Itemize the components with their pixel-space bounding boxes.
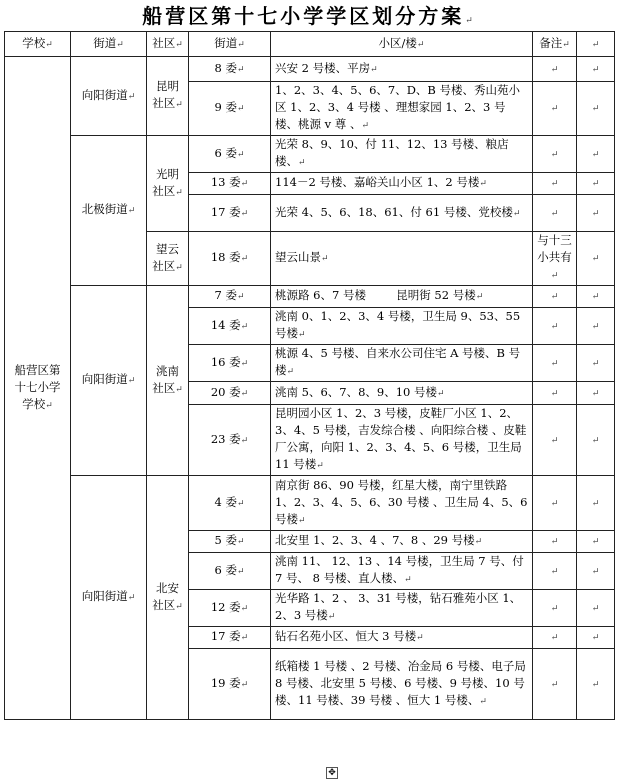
paragraph-mark: ↵ (550, 321, 559, 332)
extra-cell (577, 286, 615, 308)
note-cell (533, 476, 577, 531)
cell-text: 17 委 (210, 629, 241, 643)
cell-text: 北安社区 (152, 580, 179, 612)
district-cell (271, 627, 533, 649)
school-cell (5, 57, 71, 720)
paragraph-mark: ↵ (591, 64, 600, 75)
district-cell (271, 308, 533, 345)
paragraph-mark: ↵ (240, 208, 249, 219)
extra-cell (577, 531, 615, 553)
cell-text: 14 委 (210, 317, 241, 332)
cell-text: 光荣 8、9、10、付 11、12、13 号楼、粮店楼、 (275, 137, 509, 168)
paragraph-mark: ↵ (361, 121, 370, 131)
committee-cell (189, 286, 271, 308)
paragraph-mark: ↵ (550, 358, 559, 369)
paragraph-mark: ↵ (240, 254, 249, 264)
cell-text: 备注 (539, 35, 563, 50)
paragraph-mark: ↵ (240, 633, 249, 643)
committee-cell (189, 308, 271, 345)
header-extra (577, 32, 615, 57)
note-cell (533, 590, 577, 627)
paragraph-mark: ↵ (127, 593, 136, 603)
note-cell (533, 405, 577, 476)
paragraph-mark: ↵ (175, 187, 183, 198)
cell-text: 20 委 (210, 384, 241, 399)
cell-text: 昆明园小区 1、2、3 号楼，皮鞋厂小区 1、2、3、4、5 号楼，吉发综合楼 、向阳综合楼 、皮鞋厂公寓，向阳 1、2、3、4、5、6 号楼，卫生局 11 号楼 (275, 406, 527, 471)
cell-text: 4 委 (214, 494, 237, 509)
extra-cell (577, 195, 615, 232)
cell-text: 与十三小共有 (537, 233, 572, 264)
paragraph-mark: ↵ (550, 435, 559, 446)
paragraph-mark: ↵ (591, 633, 600, 643)
paragraph-mark: ↵ (550, 292, 559, 302)
district-cell (271, 195, 533, 232)
extra-cell (577, 232, 615, 286)
note-cell (533, 345, 577, 382)
paragraph-mark: ↵ (175, 39, 183, 50)
street-cell (71, 136, 147, 286)
paragraph-mark: ↵ (591, 498, 600, 509)
paragraph-mark: ↵ (591, 292, 600, 302)
cell-text: 13 委 (210, 175, 241, 189)
cell-text: 19 委 (210, 675, 241, 690)
cell-text: 16 委 (210, 354, 241, 369)
paragraph-mark: ↵ (591, 603, 600, 614)
cell-text: 北安里 1、2、3、4 、7、8 、29 号楼 (275, 533, 475, 547)
table-row (5, 57, 615, 82)
paragraph-mark: ↵ (240, 388, 249, 399)
street-cell (71, 476, 147, 720)
cell-text: 兴安 2 号楼、平房 (275, 60, 371, 75)
committee-cell (189, 57, 271, 82)
district-cell (271, 57, 533, 82)
cell-text: 洮南 5、6、7、8、9、10 号楼 (275, 384, 438, 399)
committee-cell (189, 405, 271, 476)
extra-cell (577, 553, 615, 590)
paragraph-mark: ↵ (437, 388, 445, 399)
community-cell (147, 232, 189, 286)
note-cell (533, 136, 577, 173)
paragraph-mark: ↵ (240, 358, 249, 369)
cell-text: 光荣 4、5、6、18、61、付 61 号楼、党校楼 (275, 204, 513, 219)
paragraph-mark: ↵ (591, 208, 600, 219)
paragraph-mark: ↵ (479, 696, 487, 707)
paragraph-mark: ↵ (591, 179, 600, 189)
cell-text: 8 委 (214, 60, 237, 75)
paragraph-mark: ↵ (591, 537, 600, 547)
header-row (5, 32, 615, 57)
header-community (147, 32, 189, 57)
note-cell (533, 382, 577, 405)
cell-text: 船营区第十七小学学校 (14, 362, 61, 411)
district-cell (271, 382, 533, 405)
cell-text: 望云社区 (152, 241, 179, 273)
extra-cell (577, 476, 615, 531)
cell-text: 光明社区 (152, 166, 179, 198)
header-street (71, 32, 147, 57)
paragraph-mark: ↵ (550, 566, 559, 577)
cell-text: 望云山景 (275, 250, 321, 264)
district-cell (271, 173, 533, 195)
paragraph-mark: ↵ (236, 149, 245, 160)
paragraph-mark: ↵ (175, 384, 183, 395)
table-row (5, 136, 615, 173)
extra-cell (577, 382, 615, 405)
paragraph-mark: ↵ (591, 321, 600, 332)
committee-cell (189, 345, 271, 382)
table-body (5, 32, 615, 720)
committee-cell (189, 476, 271, 531)
cell-text: 洮南社区 (152, 363, 179, 395)
paragraph-mark: ↵ (550, 498, 559, 509)
paragraph-mark: ↵ (236, 292, 245, 302)
cell-text: 7 委 (214, 288, 237, 302)
cell-text: 街道 (214, 35, 238, 50)
paragraph-mark: ↵ (236, 498, 245, 509)
district-cell (271, 476, 533, 531)
district-cell (271, 649, 533, 720)
paragraph-mark: ↵ (591, 435, 600, 446)
extra-cell (577, 649, 615, 720)
note-cell (533, 627, 577, 649)
district-cell (271, 405, 533, 476)
paragraph-mark: ↵ (240, 603, 249, 614)
cell-text: 桃源路 6、7 号楼 昆明街 52 号楼 (275, 288, 476, 302)
cell-text: 23 委 (210, 431, 241, 446)
paragraph-mark: ↵ (175, 100, 183, 110)
paragraph-mark: ↵ (240, 321, 249, 332)
cell-text: 社区 (152, 35, 176, 50)
paragraph-mark: ↵ (416, 633, 424, 643)
district-table (4, 31, 615, 720)
note-cell (533, 531, 577, 553)
district-cell (271, 553, 533, 590)
cell-text: 17 委 (210, 204, 241, 219)
cell-text: 小区/楼 (378, 35, 417, 50)
cell-text: 12 委 (210, 599, 241, 614)
header-committee (189, 32, 271, 57)
header-district (271, 32, 533, 57)
cell-text: 学校 (22, 35, 46, 50)
committee-cell (189, 649, 271, 720)
note-cell (533, 173, 577, 195)
cell-text: 桃源 4、5 号楼、自来水公司住宅 A 号楼、B 号楼 (275, 346, 521, 377)
cell-text: 街道 (93, 35, 117, 50)
cell-text: 光华路 1、2 、 3、31 号楼，钻石雅苑小区 1、2、3 号楼 (275, 591, 522, 622)
cell-text: 6 委 (214, 145, 237, 160)
paragraph-mark: ↵ (550, 537, 559, 547)
paragraph-mark: ↵ (416, 39, 425, 50)
paragraph-mark: ↵ (591, 358, 600, 369)
note-cell (533, 57, 577, 82)
paragraph-mark: ↵ (175, 262, 183, 273)
committee-cell (189, 82, 271, 136)
paragraph-mark: ↵ (550, 64, 559, 75)
paragraph-mark: ↵ (236, 537, 245, 547)
extra-cell (577, 82, 615, 136)
cell-text: 洮南 0、1、2、3、4 号楼，卫生局 9、53、55 号楼 (275, 309, 521, 340)
paragraph-mark: ↵ (370, 64, 378, 75)
paragraph-mark: ↵ (550, 179, 559, 189)
cell-text: 1、2、3、4、5、6、7、D、B 号楼、秀山苑小区 1、2、3、4 号楼 、理想家园 1、2、3 号楼、桃源 v 尊 、 (275, 83, 521, 131)
note-cell (533, 649, 577, 720)
cell-text: 钻石名苑小区、恒大 3 号楼 (275, 629, 417, 643)
paragraph-mark: ↵ (127, 91, 136, 102)
paragraph-mark: ↵ (45, 400, 53, 411)
paragraph-mark: ↵ (236, 104, 245, 114)
district-cell (271, 286, 533, 308)
district-cell (271, 345, 533, 382)
district-cell (271, 590, 533, 627)
paragraph-mark: ↵ (591, 104, 600, 114)
cell-text: 南京街 86、90 号楼，红星大楼，南宁里铁路 1、2、3、4、5、6、30 号楼 、卫生局 4、5、6 号楼 (275, 477, 528, 526)
district-cell (271, 82, 533, 136)
committee-cell (189, 553, 271, 590)
committee-cell (189, 195, 271, 232)
paragraph-mark: ↵ (404, 575, 412, 585)
paragraph-mark: ↵ (591, 388, 600, 399)
paragraph-mark: ↵ (298, 158, 306, 168)
extra-cell (577, 308, 615, 345)
community-cell (147, 136, 189, 232)
note-cell (533, 232, 577, 286)
paragraph-mark: ↵ (175, 601, 183, 612)
header-school (5, 32, 71, 57)
note-cell (533, 82, 577, 136)
paragraph-mark: ↵ (550, 271, 559, 281)
paragraph-mark: ↵ (512, 208, 521, 219)
cell-text: 北极街道 (81, 202, 128, 216)
committee-cell (189, 627, 271, 649)
note-cell (533, 286, 577, 308)
cell-text: 洮南 11、 12、13 、14 号楼，卫生局 7 号、付 7 号、 8 号楼、直人楼、 (275, 554, 524, 585)
paragraph-mark: ↵ (475, 292, 484, 302)
paragraph-mark: ↵ (127, 206, 136, 216)
committee-cell (189, 531, 271, 553)
paragraph-mark: ↵ (474, 537, 483, 547)
note-cell (533, 195, 577, 232)
paragraph-mark: ↵ (116, 39, 124, 50)
committee-cell (189, 590, 271, 627)
district-cell (271, 136, 533, 173)
paragraph-mark: ↵ (127, 376, 136, 386)
table-anchor-icon[interactable]: ✥ (326, 767, 338, 779)
paragraph-mark: ↵ (550, 208, 559, 219)
document-title: 船营区第十七小学学区划分方案↵ (142, 4, 476, 28)
extra-cell (577, 627, 615, 649)
committee-cell (189, 136, 271, 173)
table-row (5, 286, 615, 308)
paragraph-mark: ↵ (591, 254, 600, 264)
community-cell (147, 476, 189, 720)
cell-text: 6 委 (214, 562, 237, 577)
paragraph-mark: ↵ (562, 39, 570, 50)
district-cell (271, 232, 533, 286)
paragraph-mark: ↵ (321, 254, 329, 264)
cell-text: 向阳街道 (81, 372, 128, 386)
cell-text: 114－2 号楼、嘉峪关山小区 1、2 号楼 (275, 175, 480, 189)
community-cell (147, 286, 189, 476)
paragraph-mark: ↵ (591, 149, 600, 160)
paragraph-mark: ↵ (591, 39, 600, 50)
paragraph-mark: ↵ (550, 603, 559, 614)
committee-cell (189, 382, 271, 405)
community-cell (147, 57, 189, 136)
cell-text: 向阳街道 (81, 87, 128, 102)
paragraph-mark: ↵ (591, 566, 600, 577)
extra-cell (577, 590, 615, 627)
extra-cell (577, 345, 615, 382)
paragraph-mark: ↵ (240, 435, 249, 446)
paragraph-mark: ↵ (240, 179, 249, 189)
paragraph-mark: ↵ (550, 679, 559, 690)
cell-text: 5 委 (214, 533, 237, 547)
cell-text: 昆明社区 (152, 79, 179, 110)
paragraph-mark: ↵ (45, 39, 53, 50)
extra-cell (577, 405, 615, 476)
paragraph-mark: ↵ (591, 679, 600, 690)
paragraph-mark: ↵ (327, 612, 336, 622)
note-cell (533, 553, 577, 590)
paragraph-mark: ↵ (550, 149, 559, 160)
paragraph-mark: ↵ (550, 388, 559, 399)
cell-text: 向阳街道 (81, 589, 128, 603)
committee-cell (189, 173, 271, 195)
street-cell (71, 286, 147, 476)
paragraph-mark: ↵ (550, 104, 559, 114)
paragraph-mark: ↵ (236, 64, 245, 75)
street-cell (71, 57, 147, 136)
paragraph-mark: ↵ (237, 39, 245, 50)
paragraph-mark: ↵ (236, 566, 245, 577)
header-note (533, 32, 577, 57)
table-row (5, 476, 615, 531)
cell-text: 18 委 (210, 250, 241, 264)
paragraph-mark: ↵ (240, 679, 249, 690)
paragraph-mark: ↵ (316, 461, 324, 471)
paragraph-mark: ↵ (298, 515, 306, 526)
district-cell (271, 531, 533, 553)
note-cell (533, 308, 577, 345)
cell-text: 纸箱楼 1 号楼 、2 号楼、冶金局 6 号楼、电子局 8 号楼、北安里 5 号楼、6 号楼、9 号楼、10 号楼、11 号楼、39 号楼 、恒大 1 号楼、 (275, 658, 526, 707)
paragraph-mark: ↵ (298, 330, 306, 340)
cell-text: 9 委 (214, 100, 237, 114)
extra-cell (577, 173, 615, 195)
paragraph-mark: ↵ (286, 367, 295, 377)
extra-cell (577, 136, 615, 173)
paragraph-mark: ↵ (550, 633, 559, 643)
committee-cell (189, 232, 271, 286)
extra-cell (577, 57, 615, 82)
paragraph-mark: ↵ (479, 179, 487, 189)
